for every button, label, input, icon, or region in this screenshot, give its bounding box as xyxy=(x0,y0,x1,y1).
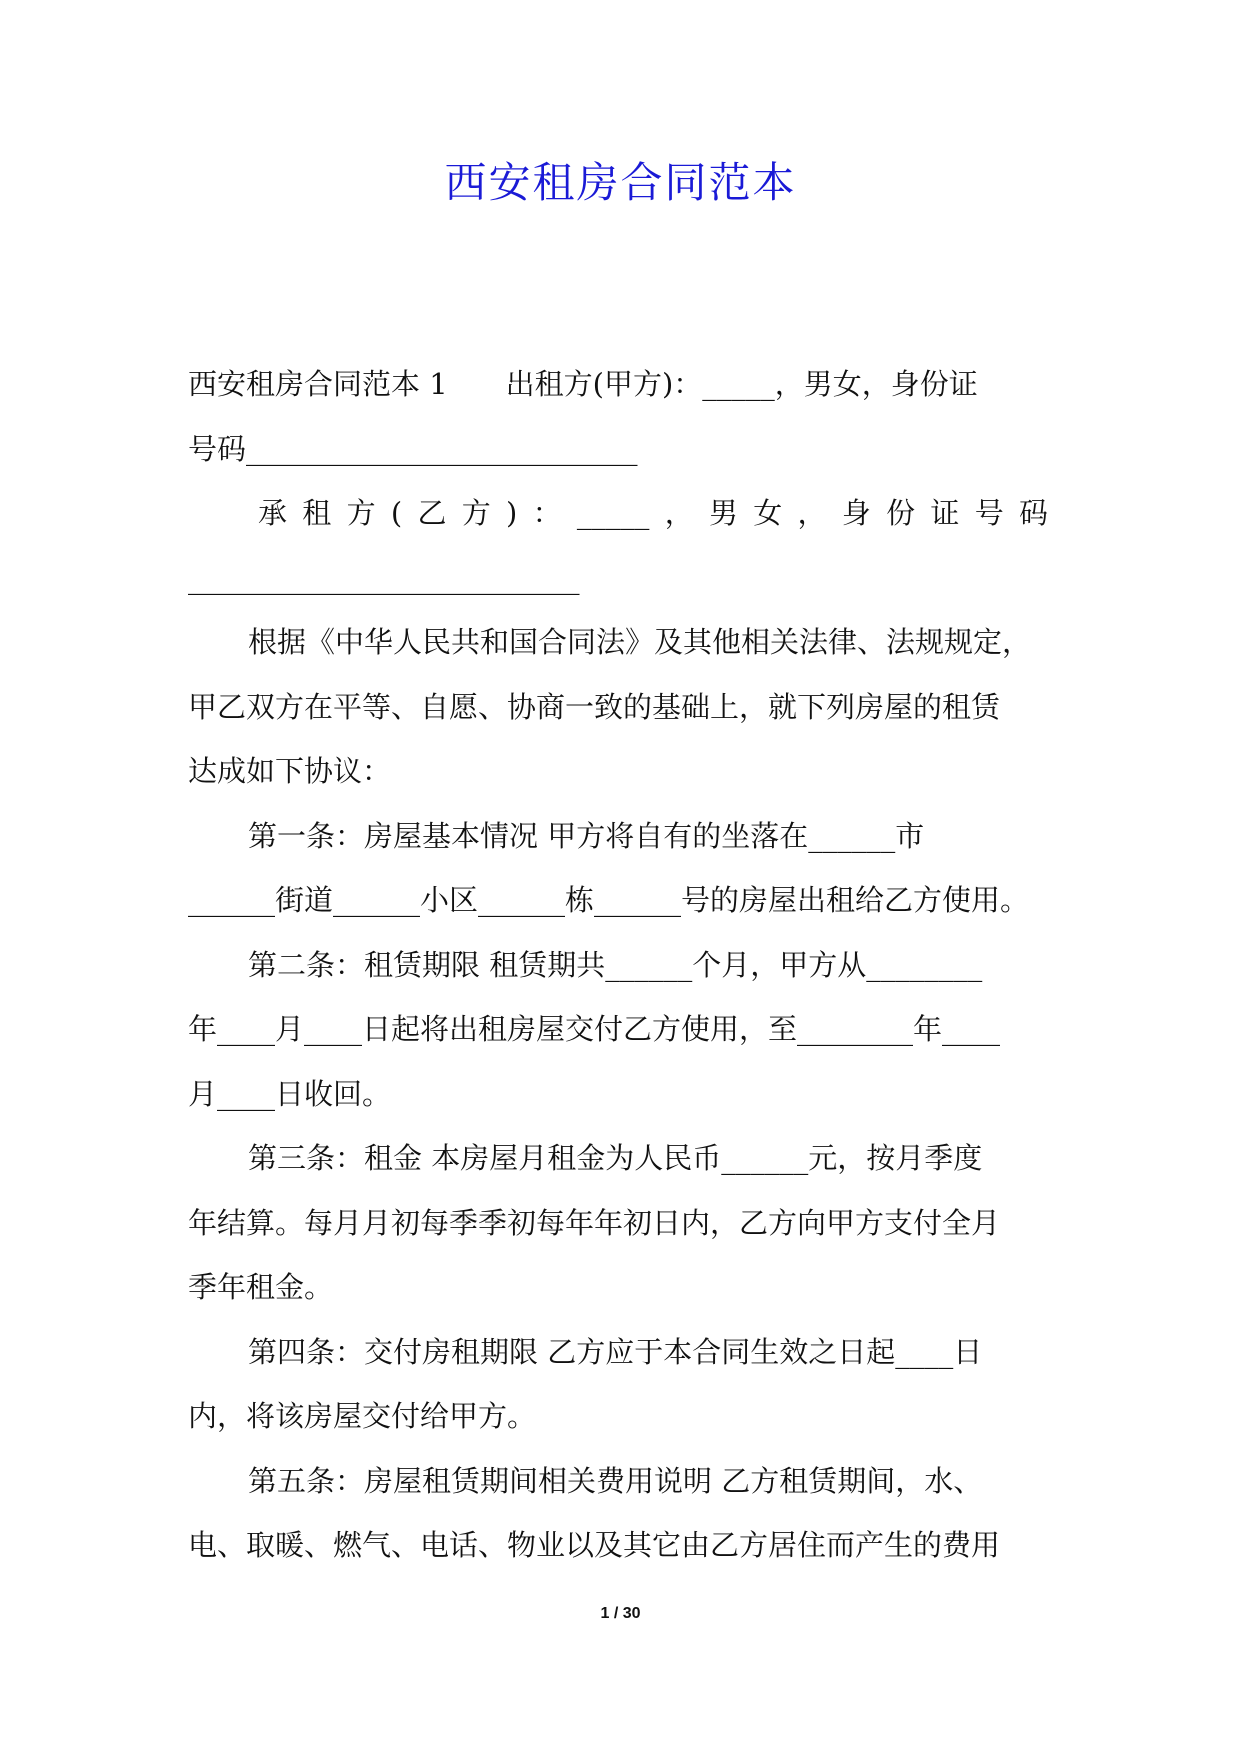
text-line: 月____日收回。 xyxy=(188,1076,392,1111)
text-line: 达成如下协议： xyxy=(188,754,392,788)
text-line: 承租方(乙方)：_____，男女，身份证号码 xyxy=(258,496,1048,530)
document-title: 西安租房合同范本 xyxy=(444,158,797,207)
text-line: ______街道______小区______栋______号的房屋出租给乙方使用。 xyxy=(188,883,1030,917)
text-line: 根据《中华人民共和国合同法》及其他相关法律、法规规定， xyxy=(248,625,1032,659)
text-line: 第三条：租金 本房屋月租金为人民币______元，按月季度 xyxy=(248,1141,983,1175)
text-line: 季年租金。 xyxy=(188,1270,334,1304)
text-line: 甲乙双方在平等、自愿、协商一致的基础上，就下列房屋的租赁 xyxy=(188,689,1001,724)
text-line: 第二条：租赁期限 租赁期共______个月，甲方从________ xyxy=(248,947,983,982)
text-line: 第五条：房屋租赁期间相关费用说明 乙方租赁期间，水、 xyxy=(248,1463,983,1498)
text-line: 第一条：房屋基本情况 甲方将自有的坐落在______市 xyxy=(248,818,925,853)
text-line: ___________________________ xyxy=(188,560,580,595)
document-body xyxy=(188,352,1048,1578)
text-line: 电、取暖、燃气、电话、物业以及其它由乙方居住而产生的费用 xyxy=(188,1528,1001,1562)
text-line: 年____月____日起将出租房屋交付乙方使用，至________年____ xyxy=(188,1012,1001,1046)
text-line: 第四条：交付房租期限 乙方应于本合同生效之日起____日 xyxy=(248,1334,983,1369)
text-line: 年结算。每月月初每季季初每年年初日内，乙方向甲方支付全月 xyxy=(188,1205,1001,1240)
text-line: 号码___________________________ xyxy=(188,431,638,466)
page-number: 1 / 30 xyxy=(600,1605,641,1622)
text-line: 西安租房合同范本 1 出租方(甲方)：_____，男女，身份证 xyxy=(188,367,978,401)
text-line: 内，将该房屋交付给甲方。 xyxy=(188,1399,537,1433)
